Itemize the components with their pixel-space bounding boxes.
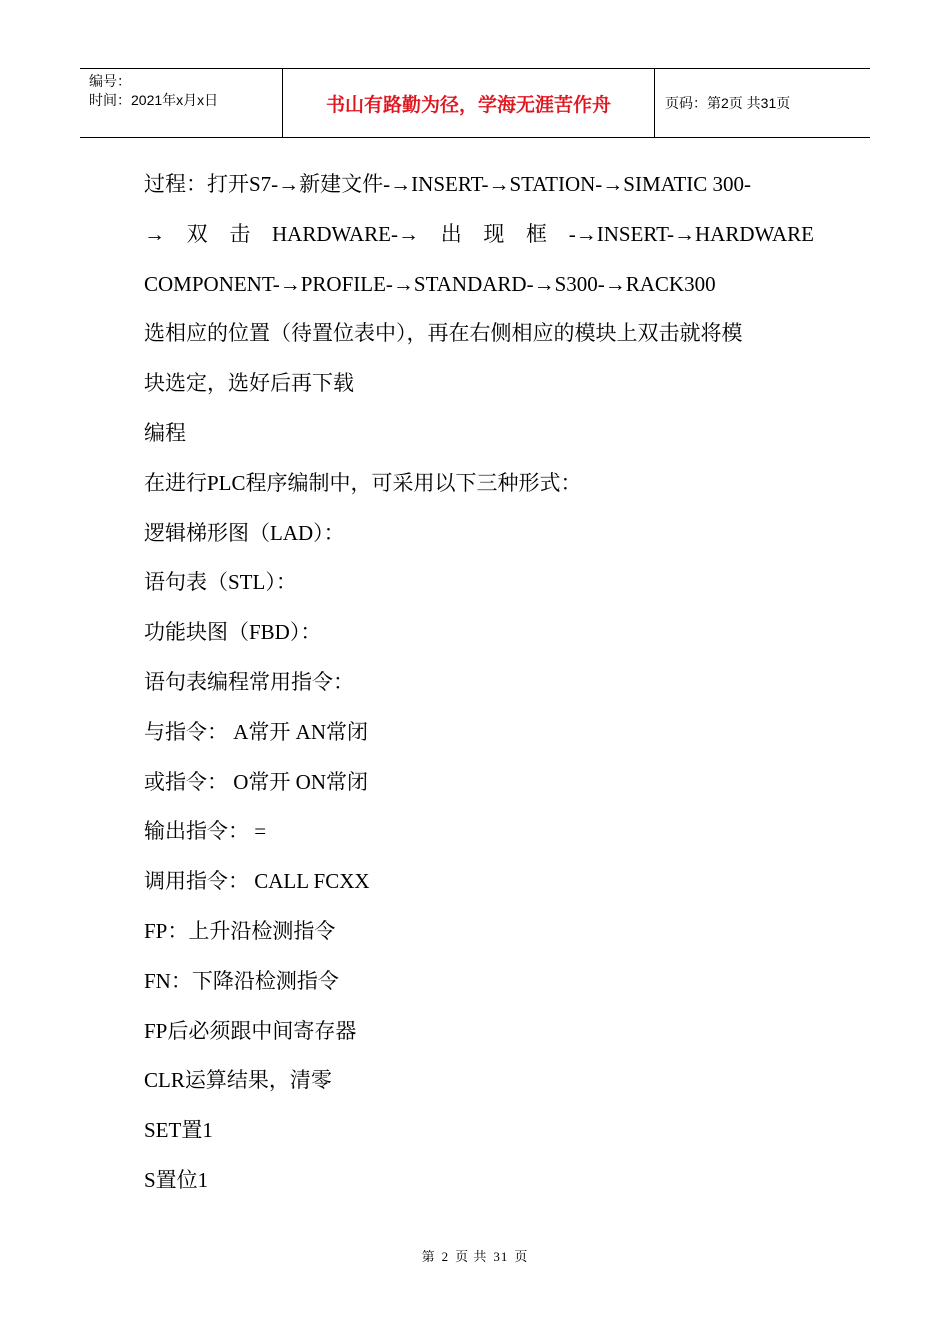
text-line: SET置1 xyxy=(144,1118,213,1143)
text-line: 语句表（STL）： xyxy=(144,570,297,595)
text-line: FP后必须跟中间寄存器 xyxy=(144,1018,357,1043)
footer-current-page: 2 xyxy=(441,1249,450,1264)
text-line: S置位1 xyxy=(144,1167,209,1192)
text-line: 功能块图（FBD）： xyxy=(144,620,322,645)
text-line: 调用指令： CALL FCXX xyxy=(144,869,370,894)
text-line: 在进行PLC程序编制中，可采用以下三种形式： xyxy=(144,470,582,495)
text-token: 现 xyxy=(483,221,505,246)
text-line: FP：上升沿检测指令 xyxy=(144,918,336,943)
text-token: -→INSERT-→HARDWARE xyxy=(568,221,814,246)
text-line: 语句表编程常用指令： xyxy=(144,669,354,694)
text-token: 击 xyxy=(229,221,251,246)
number-label: 编号： xyxy=(89,73,131,89)
text-token: 框 xyxy=(526,221,548,246)
text-line: FN：下降沿检测指令 xyxy=(144,968,339,993)
page-header xyxy=(80,68,870,138)
text-line: 输出指令： = xyxy=(144,819,267,844)
text-line: 与指令： A常开 AN常闭 xyxy=(144,719,368,744)
text-line: CLR运算结果，清零 xyxy=(144,1068,332,1093)
text-line: COMPONENT-→PROFILE-→STANDARD-→S300-→RACK300 xyxy=(144,271,716,296)
page-footer xyxy=(0,1246,950,1265)
footer-total-pages: 31 xyxy=(493,1249,509,1264)
text-line: 或指令： O常开 ON常闭 xyxy=(144,769,368,794)
text-line: 过程：打开S7-→新建文件-→INSERT-→STATION-→SIMATIC 300- xyxy=(144,172,752,196)
header-info-cell xyxy=(80,69,282,137)
text-line: 逻辑梯形图（LAD）： xyxy=(144,520,345,545)
text-line-justified xyxy=(144,213,814,263)
footer-prefix: 第 xyxy=(421,1249,436,1264)
text-token: 出 xyxy=(440,221,462,246)
arrow-token: → xyxy=(144,221,165,246)
text-line: 块选定，选好后再下载 xyxy=(144,371,354,396)
text-token: HARDWARE-→ xyxy=(272,221,420,246)
footer-middle: 页 共 xyxy=(455,1249,488,1264)
header-page-number: 页码：第2页 共31页 xyxy=(665,95,791,111)
footer-suffix: 页 xyxy=(514,1249,529,1264)
section-heading: 编程 xyxy=(144,420,186,445)
document-body xyxy=(144,163,814,1209)
date-label: 时间：2021年x月x日 xyxy=(89,92,219,108)
text-token: 双 xyxy=(186,221,208,246)
header-motto: 书山有路勤为径，学海无涯苦作舟 xyxy=(282,69,655,137)
text-line: 选相应的位置（待置位表中），再在右侧相应的模块上双击就将模 xyxy=(144,321,743,346)
